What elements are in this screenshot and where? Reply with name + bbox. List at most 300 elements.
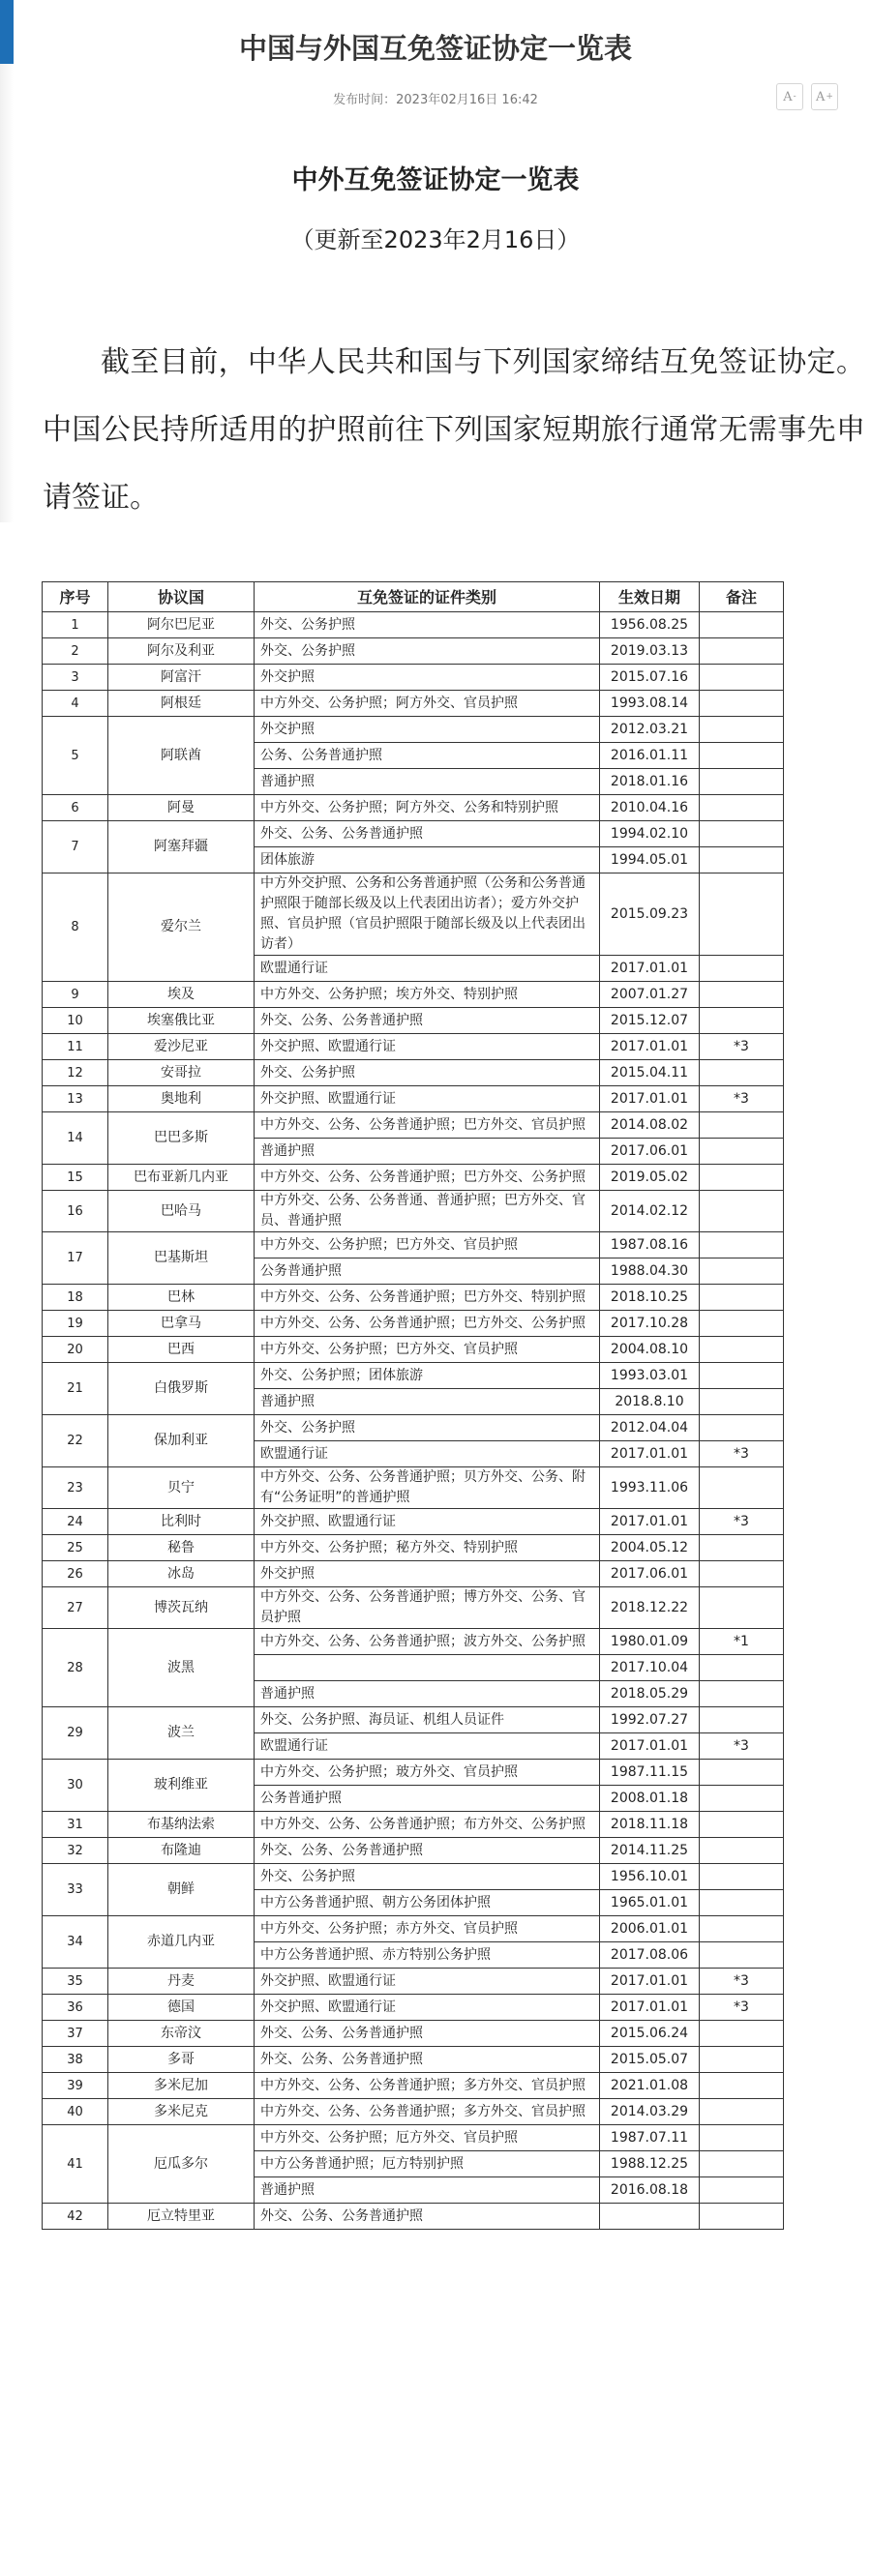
cell-note: *3 [700, 1969, 784, 1995]
table-row [43, 1008, 784, 1034]
table-row [43, 638, 784, 665]
cell-note [700, 2099, 784, 2125]
cell-note [700, 2151, 784, 2177]
cell-effective-date: 2004.05.12 [600, 1535, 700, 1561]
cell-country: 玻利维亚 [108, 1760, 255, 1812]
cell-index: 11 [43, 1034, 108, 1060]
table-row [43, 1363, 784, 1389]
cell-index: 17 [43, 1232, 108, 1285]
publish-label: 发布时间： [333, 93, 397, 107]
cell-note [700, 638, 784, 665]
cell-country: 多米尼克 [108, 2099, 255, 2125]
page-title: 中国与外国互免签证协定一览表 [238, 32, 632, 65]
cell-document-type: 外交、公务护照 [255, 1415, 600, 1441]
table-row [43, 1969, 784, 1995]
cell-effective-date: 2017.08.06 [600, 1942, 700, 1969]
cell-document-type: 欧盟通行证 [255, 1441, 600, 1467]
cell-document-type: 外交护照 [255, 665, 600, 691]
table-row [43, 2047, 784, 2073]
cell-index: 14 [43, 1112, 108, 1165]
cell-note [700, 1363, 784, 1389]
cell-effective-date: 2018.11.18 [600, 1812, 700, 1838]
cell-effective-date: 2017.06.01 [600, 1561, 700, 1587]
font-larger-sup: + [826, 92, 833, 102]
cell-index: 38 [43, 2047, 108, 2073]
cell-document-type: 中方外交、公务、公务普通护照；巴方外交、官员护照 [255, 1112, 600, 1139]
cell-country: 比利时 [108, 1509, 255, 1535]
cell-index: 25 [43, 1535, 108, 1561]
cell-country: 保加利亚 [108, 1415, 255, 1467]
cell-document-type: 外交、公务护照；团体旅游 [255, 1363, 600, 1389]
cell-country: 波兰 [108, 1707, 255, 1760]
cell-note [700, 769, 784, 795]
cell-effective-date: 1965.01.01 [600, 1890, 700, 1916]
publish-meta [0, 89, 871, 107]
table-row [43, 1707, 784, 1733]
font-smaller-button[interactable] [776, 83, 803, 110]
cell-index: 23 [43, 1467, 108, 1509]
cell-document-type: 外交、公务、公务普通护照 [255, 2021, 600, 2047]
cell-note [700, 1916, 784, 1942]
cell-document-type: 外交、公务护照、海员证、机组人员证件 [255, 1707, 600, 1733]
table-row [43, 665, 784, 691]
cell-note [700, 1008, 784, 1034]
cell-country: 奥地利 [108, 1086, 255, 1112]
cell-effective-date: 2017.01.01 [600, 1441, 700, 1467]
cell-note [700, 847, 784, 873]
table-row [43, 1467, 784, 1509]
cell-country: 多哥 [108, 2047, 255, 2073]
header-index: 序号 [43, 582, 108, 612]
cell-document-type: 中方外交、公务护照；秘方外交、特别护照 [255, 1535, 600, 1561]
cell-index: 36 [43, 1995, 108, 2021]
cell-country: 东帝汶 [108, 2021, 255, 2047]
cell-country: 博茨瓦纳 [108, 1587, 255, 1629]
cell-document-type: 公务、公务普通护照 [255, 743, 600, 769]
cell-effective-date: 2004.08.10 [600, 1337, 700, 1363]
cell-effective-date: 2017.01.01 [600, 956, 700, 982]
cell-note [700, 1389, 784, 1415]
table-row [43, 1112, 784, 1139]
cell-country: 多米尼加 [108, 2073, 255, 2099]
cell-effective-date: 2010.04.16 [600, 795, 700, 821]
cell-country: 爱沙尼亚 [108, 1034, 255, 1060]
cell-document-type: 外交、公务、公务普通护照 [255, 1008, 600, 1034]
cell-document-type: 中方外交、公务护照；巴方外交、官员护照 [255, 1232, 600, 1258]
cell-effective-date: 2006.01.01 [600, 1916, 700, 1942]
cell-index: 31 [43, 1812, 108, 1838]
cell-document-type: 公务普通护照 [255, 1258, 600, 1285]
cell-effective-date: 2018.10.25 [600, 1285, 700, 1311]
cell-effective-date: 1992.07.27 [600, 1707, 700, 1733]
cell-index: 24 [43, 1509, 108, 1535]
cell-note [700, 665, 784, 691]
cell-note: *3 [700, 1733, 784, 1760]
cell-index: 12 [43, 1060, 108, 1086]
cell-index: 28 [43, 1629, 108, 1707]
cell-country: 埃及 [108, 982, 255, 1008]
cell-effective-date: 1988.12.25 [600, 2151, 700, 2177]
cell-note [700, 1191, 784, 1232]
cell-note: *1 [700, 1629, 784, 1655]
cell-country: 布基纳法索 [108, 1812, 255, 1838]
cell-index: 3 [43, 665, 108, 691]
cell-document-type: 中方外交、公务护照；埃方外交、特别护照 [255, 982, 600, 1008]
header-country: 协议国 [108, 582, 255, 612]
cell-country: 厄瓜多尔 [108, 2125, 255, 2204]
cell-effective-date: 1956.08.25 [600, 612, 700, 638]
cell-note [700, 1587, 784, 1629]
cell-effective-date: 2017.01.01 [600, 1969, 700, 1995]
cell-index: 4 [43, 691, 108, 717]
cell-effective-date: 2015.09.23 [600, 873, 700, 956]
cell-country: 丹麦 [108, 1969, 255, 1995]
cell-effective-date: 1994.05.01 [600, 847, 700, 873]
cell-country: 阿尔及利亚 [108, 638, 255, 665]
cell-country: 德国 [108, 1995, 255, 2021]
cell-note [700, 1232, 784, 1258]
publish-time: 2023年02月16日 16:42 [396, 93, 538, 107]
cell-note [700, 2073, 784, 2099]
cell-note [700, 691, 784, 717]
table-row [43, 1060, 784, 1086]
cell-index: 30 [43, 1760, 108, 1812]
cell-document-type: 外交护照、欧盟通行证 [255, 1995, 600, 2021]
cell-note [700, 1415, 784, 1441]
cell-note [700, 1786, 784, 1812]
cell-effective-date: 1980.01.09 [600, 1629, 700, 1655]
cell-effective-date: 2008.01.18 [600, 1786, 700, 1812]
cell-country: 秘鲁 [108, 1535, 255, 1561]
table-row [43, 2021, 784, 2047]
table-row [43, 1086, 784, 1112]
cell-document-type: 中方外交、公务护照；赤方外交、官员护照 [255, 1916, 600, 1942]
cell-index: 39 [43, 2073, 108, 2099]
table-row [43, 1838, 784, 1864]
cell-note [700, 717, 784, 743]
cell-note [700, 1655, 784, 1681]
cell-index: 42 [43, 2204, 108, 2230]
cell-index: 2 [43, 638, 108, 665]
cell-document-type: 中方外交、公务、公务普通护照；博方外交、公务、官员护照 [255, 1587, 600, 1629]
cell-note [700, 1535, 784, 1561]
table-row [43, 2125, 784, 2151]
cell-document-type: 外交、公务、公务普通护照 [255, 2047, 600, 2073]
cell-index: 34 [43, 1916, 108, 1969]
table-row [43, 873, 784, 956]
table-row [43, 1311, 784, 1337]
cell-effective-date: 2016.08.18 [600, 2177, 700, 2204]
table-row [43, 1812, 784, 1838]
cell-effective-date: 2018.05.29 [600, 1681, 700, 1707]
cell-index: 6 [43, 795, 108, 821]
cell-document-type: 中方外交、公务、公务普通护照；巴方外交、公务护照 [255, 1165, 600, 1191]
cell-index: 29 [43, 1707, 108, 1760]
cell-document-type: 中方外交、公务护照；巴方外交、官员护照 [255, 1337, 600, 1363]
font-size-tools [776, 83, 838, 110]
cell-document-type: 中方外交、公务、公务普通护照；布方外交、公务护照 [255, 1812, 600, 1838]
table-row [43, 1587, 784, 1629]
cell-note [700, 1337, 784, 1363]
cell-effective-date: 2014.08.02 [600, 1112, 700, 1139]
cell-index: 15 [43, 1165, 108, 1191]
cell-effective-date: 1987.11.15 [600, 1760, 700, 1786]
table-row [43, 612, 784, 638]
cell-note: *3 [700, 1034, 784, 1060]
cell-note [700, 1760, 784, 1786]
cell-effective-date: 2018.01.16 [600, 769, 700, 795]
table-row [43, 1916, 784, 1942]
cell-effective-date: 2017.06.01 [600, 1139, 700, 1165]
font-smaller-label: A [783, 89, 793, 104]
cell-note: *3 [700, 1995, 784, 2021]
cell-document-type: 外交、公务、公务普通护照 [255, 821, 600, 847]
cell-effective-date: 1993.08.14 [600, 691, 700, 717]
cell-effective-date: 1988.04.30 [600, 1258, 700, 1285]
cell-note: *3 [700, 1441, 784, 1467]
table-row [43, 691, 784, 717]
cell-document-type: 中方外交、公务、公务普通护照；多方外交、官员护照 [255, 2073, 600, 2099]
visa-agreement-table [42, 581, 784, 2230]
header-document-type: 互免签证的证件类别 [255, 582, 600, 612]
cell-index: 22 [43, 1415, 108, 1467]
cell-country: 巴林 [108, 1285, 255, 1311]
cell-effective-date: 2014.11.25 [600, 1838, 700, 1864]
cell-index: 5 [43, 717, 108, 795]
cell-note [700, 1112, 784, 1139]
cell-index: 19 [43, 1311, 108, 1337]
cell-document-type: 中方外交、公务、公务普通护照；巴方外交、特别护照 [255, 1285, 600, 1311]
cell-note [700, 2204, 784, 2230]
cell-country: 贝宁 [108, 1467, 255, 1509]
cell-effective-date: 2016.01.11 [600, 743, 700, 769]
cell-index: 13 [43, 1086, 108, 1112]
cell-effective-date: 1993.03.01 [600, 1363, 700, 1389]
cell-index: 21 [43, 1363, 108, 1415]
cell-note [700, 1467, 784, 1509]
cell-document-type: 中方外交、公务、公务普通护照；多方外交、官员护照 [255, 2099, 600, 2125]
table-row [43, 1165, 784, 1191]
cell-effective-date: 1993.11.06 [600, 1467, 700, 1509]
table-row [43, 821, 784, 847]
table-row [43, 1760, 784, 1786]
table-row [43, 717, 784, 743]
cell-country: 巴布亚新几内亚 [108, 1165, 255, 1191]
cell-document-type: 外交护照、欧盟通行证 [255, 1086, 600, 1112]
cell-effective-date: 2017.01.01 [600, 1733, 700, 1760]
cell-effective-date: 2007.01.27 [600, 982, 700, 1008]
cell-document-type: 中方外交、公务、公务普通、普通护照；巴方外交、官员、普通护照 [255, 1191, 600, 1232]
cell-country: 朝鲜 [108, 1864, 255, 1916]
cell-effective-date: 2019.05.02 [600, 1165, 700, 1191]
table-row [43, 1191, 784, 1232]
cell-effective-date: 1956.10.01 [600, 1864, 700, 1890]
cell-note [700, 1864, 784, 1890]
cell-document-type: 中方公务普通护照、赤方特别公务护照 [255, 1942, 600, 1969]
cell-country: 白俄罗斯 [108, 1363, 255, 1415]
header-note: 备注 [700, 582, 784, 612]
cell-note [700, 982, 784, 1008]
cell-country: 埃塞俄比亚 [108, 1008, 255, 1034]
cell-effective-date: 2015.06.24 [600, 2021, 700, 2047]
cell-note [700, 1812, 784, 1838]
cell-country: 阿塞拜疆 [108, 821, 255, 873]
cell-country: 阿根廷 [108, 691, 255, 717]
cell-effective-date: 2018.8.10 [600, 1389, 700, 1415]
cell-effective-date: 2014.03.29 [600, 2099, 700, 2125]
cell-index: 10 [43, 1008, 108, 1034]
cell-document-type: 中方外交、公务、公务普通护照；贝方外交、公务、附有“公务证明”的普通护照 [255, 1467, 600, 1509]
cell-effective-date: 2017.01.01 [600, 1034, 700, 1060]
cell-document-type: 中方外交、公务、公务普通护照；波方外交、公务护照 [255, 1629, 600, 1655]
font-larger-label: A [816, 89, 826, 104]
intro-paragraph: 截至目前，中华人民共和国与下列国家缔结互免签证协定。中国公民持所适用的护照前往下列国家短期旅行通常无需事先申请签证。 [43, 345, 865, 515]
cell-index: 40 [43, 2099, 108, 2125]
cell-country: 波黑 [108, 1629, 255, 1707]
cell-index: 35 [43, 1969, 108, 1995]
cell-country: 巴哈马 [108, 1191, 255, 1232]
cell-document-type: 外交、公务护照 [255, 1060, 600, 1086]
cell-note [700, 1890, 784, 1916]
cell-effective-date [600, 2204, 700, 2230]
cell-note [700, 821, 784, 847]
cell-note [700, 1681, 784, 1707]
cell-document-type: 外交护照、欧盟通行证 [255, 1034, 600, 1060]
cell-effective-date: 1987.07.11 [600, 2125, 700, 2151]
cell-index: 16 [43, 1191, 108, 1232]
cell-note [700, 795, 784, 821]
cell-effective-date: 1987.08.16 [600, 1232, 700, 1258]
cell-document-type: 中方公务普通护照；厄方特别护照 [255, 2151, 600, 2177]
cell-country: 巴拿马 [108, 1311, 255, 1337]
cell-document-type: 中方外交护照、公务和公务普通护照（公务和公务普通护照限于随部长级及以上代表团出访者）；爱方外交护照、官员护照（官员护照限于随部长级及以上代表团出访者） [255, 873, 600, 956]
table-row [43, 795, 784, 821]
document-title: 中外互免签证协定一览表 [291, 165, 580, 195]
cell-note [700, 1060, 784, 1086]
cell-note [700, 743, 784, 769]
cell-index: 32 [43, 1838, 108, 1864]
cell-index: 37 [43, 2021, 108, 2047]
cell-document-type: 外交、公务、公务普通护照 [255, 2204, 600, 2230]
header-effective-date: 生效日期 [600, 582, 700, 612]
document-subtitle: （更新至2023年2月16日） [290, 226, 581, 253]
cell-note [700, 1942, 784, 1969]
cell-country: 阿尔巴尼亚 [108, 612, 255, 638]
cell-country: 阿富汗 [108, 665, 255, 691]
cell-document-type: 普通护照 [255, 1681, 600, 1707]
cell-note: *3 [700, 1086, 784, 1112]
cell-effective-date: 2019.03.13 [600, 638, 700, 665]
cell-country: 巴西 [108, 1337, 255, 1363]
cell-document-type: 欧盟通行证 [255, 1733, 600, 1760]
cell-index: 18 [43, 1285, 108, 1311]
cell-country: 冰岛 [108, 1561, 255, 1587]
cell-country: 阿联酋 [108, 717, 255, 795]
cell-index: 8 [43, 873, 108, 982]
table-row [43, 1034, 784, 1060]
cell-document-type: 普通护照 [255, 2177, 600, 2204]
cell-note [700, 2021, 784, 2047]
cell-index: 1 [43, 612, 108, 638]
cell-effective-date: 2017.01.01 [600, 1086, 700, 1112]
table-row [43, 2073, 784, 2099]
cell-index: 27 [43, 1587, 108, 1629]
cell-document-type: 中方外交、公务护照；阿方外交、官员护照 [255, 691, 600, 717]
table-row [43, 2204, 784, 2230]
cell-document-type: 中方外交、公务、公务普通护照；巴方外交、公务护照 [255, 1311, 600, 1337]
cell-note [700, 1838, 784, 1864]
cell-country: 巴基斯坦 [108, 1232, 255, 1285]
cell-country: 安哥拉 [108, 1060, 255, 1086]
cell-effective-date: 2021.01.08 [600, 2073, 700, 2099]
cell-index: 9 [43, 982, 108, 1008]
table-header-row [43, 582, 784, 612]
cell-index: 20 [43, 1337, 108, 1363]
cell-country: 布隆迪 [108, 1838, 255, 1864]
cell-document-type: 外交护照、欧盟通行证 [255, 1969, 600, 1995]
cell-document-type: 中方公务普通护照、朝方公务团体护照 [255, 1890, 600, 1916]
cell-document-type [255, 1655, 600, 1681]
cell-index: 41 [43, 2125, 108, 2204]
cell-index: 26 [43, 1561, 108, 1587]
cell-note [700, 1311, 784, 1337]
cell-document-type: 外交、公务护照 [255, 638, 600, 665]
cell-document-type: 中方外交、公务护照；厄方外交、官员护照 [255, 2125, 600, 2151]
cell-note [700, 2177, 784, 2204]
table-row [43, 1285, 784, 1311]
cell-country: 阿曼 [108, 795, 255, 821]
cell-note [700, 1165, 784, 1191]
cell-effective-date: 2017.01.01 [600, 1509, 700, 1535]
cell-document-type: 欧盟通行证 [255, 956, 600, 982]
cell-note [700, 1707, 784, 1733]
cell-note [700, 1139, 784, 1165]
cell-note [700, 1258, 784, 1285]
cell-effective-date: 1994.02.10 [600, 821, 700, 847]
cell-document-type: 公务普通护照 [255, 1786, 600, 1812]
cell-note [700, 873, 784, 956]
cell-note [700, 2047, 784, 2073]
cell-index: 33 [43, 1864, 108, 1916]
cell-document-type: 外交、公务护照 [255, 612, 600, 638]
table-row [43, 1629, 784, 1655]
cell-effective-date: 2018.12.22 [600, 1587, 700, 1629]
cell-country: 巴巴多斯 [108, 1112, 255, 1165]
table-row [43, 1535, 784, 1561]
font-larger-button[interactable] [811, 83, 838, 110]
cell-note [700, 2125, 784, 2151]
cell-document-type: 外交护照、欧盟通行证 [255, 1509, 600, 1535]
cell-document-type: 普通护照 [255, 1139, 600, 1165]
cell-effective-date: 2017.01.01 [600, 1995, 700, 2021]
cell-effective-date: 2017.10.28 [600, 1311, 700, 1337]
cell-note [700, 612, 784, 638]
table-row [43, 1337, 784, 1363]
cell-document-type: 中方外交、公务护照；玻方外交、官员护照 [255, 1760, 600, 1786]
cell-document-type: 普通护照 [255, 1389, 600, 1415]
cell-effective-date: 2015.12.07 [600, 1008, 700, 1034]
cell-document-type: 团体旅游 [255, 847, 600, 873]
table-row [43, 1232, 784, 1258]
cell-document-type: 外交、公务、公务普通护照 [255, 1838, 600, 1864]
page-left-shadow [0, 0, 14, 522]
cell-country: 爱尔兰 [108, 873, 255, 982]
cell-effective-date: 2014.02.12 [600, 1191, 700, 1232]
table-row [43, 1415, 784, 1441]
cell-effective-date: 2012.04.04 [600, 1415, 700, 1441]
table-row [43, 2099, 784, 2125]
font-smaller-sup: - [793, 92, 796, 102]
